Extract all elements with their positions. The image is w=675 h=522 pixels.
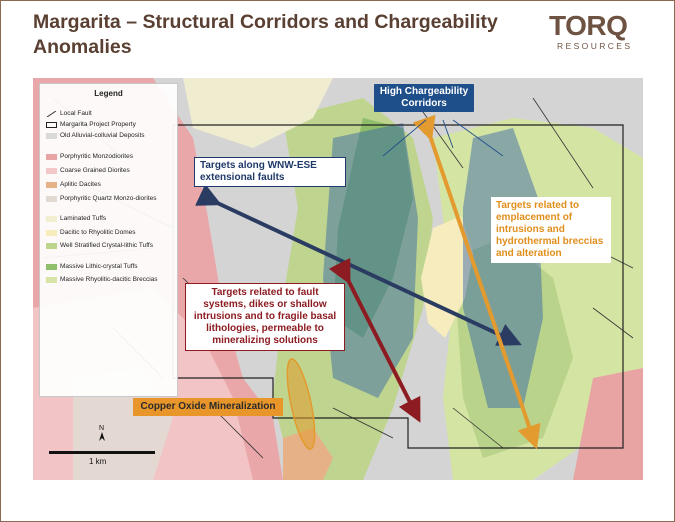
legend-label: Porphyritic Monzodiorites <box>60 153 133 160</box>
swatch-monzodiorites <box>46 154 57 160</box>
north-arrow-icon <box>96 421 108 443</box>
wnw-targets-label: Targets along WNW-ESE extensional faults <box>194 157 346 187</box>
swatch-domes <box>46 230 57 236</box>
fault-line-icon <box>46 111 57 117</box>
swatch-aplitic-dacites <box>46 182 57 188</box>
map-legend <box>39 83 178 397</box>
scale-bar <box>49 421 155 469</box>
legend-label: Laminated Tuffs <box>60 215 107 222</box>
logo-subtitle: RESOURCES <box>557 41 633 51</box>
legend-label: Old Alluvial-colluvial Deposits <box>60 132 145 139</box>
emplacement-targets-label: Targets related to emplacement of intrusions and hydrothermal breccias and alteration <box>491 197 611 263</box>
swatch-coarse-diorites <box>46 168 57 174</box>
legend-label: Coarse Grained Diorites <box>60 167 130 174</box>
legend-label: Margarita Project Property <box>60 121 136 128</box>
high-chargeability-label: High Chargeability Corridors <box>374 84 474 112</box>
legend-title: Legend <box>94 89 123 98</box>
legend-label: Massive Rhyolitic-dacitic Breccias <box>60 276 158 283</box>
scale-line <box>49 451 155 454</box>
torq-logo <box>549 10 649 54</box>
swatch-breccias <box>46 277 57 283</box>
fault-targets-label: Targets related to fault systems, dikes or shallow intrusions and to fragile basal lithologies, permeable to mineralizing solutions <box>185 283 345 351</box>
scale-label: 1 km <box>89 457 107 466</box>
legend-label: Dacitic to Rhyolitic Domes <box>60 229 136 236</box>
legend-label: Massive Lithic-crystal Tuffs <box>60 263 138 270</box>
svg-text:N: N <box>99 425 105 432</box>
logo-word: TORQ <box>549 10 628 41</box>
swatch-lithic-crystal <box>46 264 57 270</box>
legend-label: Porphyritic Quartz Monzo-diorites <box>60 195 157 202</box>
page-title: Margarita – Structural Corridors and Chargeability Anomalies <box>33 11 498 58</box>
swatch-crystal-lithic <box>46 243 57 249</box>
legend-label: Local Fault <box>60 110 92 117</box>
property-outline-icon <box>46 122 57 128</box>
copper-oxide-label: Copper Oxide Mineralization <box>133 398 283 416</box>
swatch-alluvial <box>46 133 57 139</box>
legend-label: Well Stratified Crystal-lithic Tuffs <box>60 242 153 249</box>
legend-label: Aplitic Dacites <box>60 181 101 188</box>
swatch-quartz-monzodiorites <box>46 196 57 202</box>
swatch-laminated-tuffs <box>46 216 57 222</box>
